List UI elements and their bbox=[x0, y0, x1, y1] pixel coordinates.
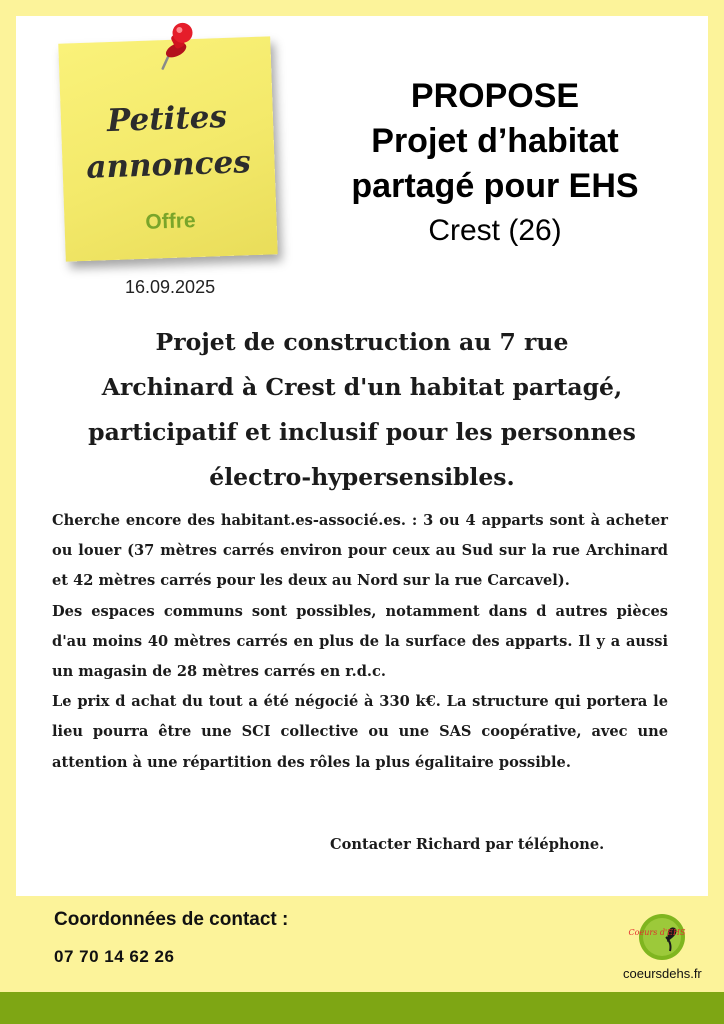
header-propose: PROPOSE bbox=[410, 77, 580, 115]
website-link[interactable]: coeursdehs.fr bbox=[623, 966, 702, 981]
contact-note: Contacter Richard par téléphone. bbox=[330, 836, 605, 853]
body-paragraph-3: Le prix d achat du tout a été négocié à 330 k€. La structure qui portera le lieu pourra être une SCI collective ou une SAS coopérative, avec une attention à une répartition des rôles la plus égalitaire possible. bbox=[52, 693, 668, 771]
lead-line: Archinard à Crest d'un habitat partagé, bbox=[101, 373, 623, 401]
header-city: Crest (26) bbox=[428, 214, 562, 247]
logo-text: Coeurs d'EHS bbox=[628, 928, 686, 937]
sticky-title-line1: Petites bbox=[106, 98, 228, 140]
footer-green-bar bbox=[0, 992, 724, 1024]
body-paragraph-1: Cherche encore des habitant.es-associé.es. : 3 ou 4 apparts sont à acheter ou louer (37 mètres carrés environ pour ceux au Sud sur la rue Archinard et 42 mètres carrés pour les deux au Nord sur la rue Carcavel). bbox=[52, 512, 668, 590]
header-block bbox=[300, 74, 690, 252]
header-title-line2: partagé pour EHS bbox=[351, 167, 639, 205]
body-text bbox=[52, 506, 668, 778]
contact-heading: Coordonnées de contact : bbox=[54, 909, 289, 930]
pushpin-icon bbox=[157, 21, 199, 72]
offer-label: Offre bbox=[145, 209, 197, 234]
sticky-title bbox=[60, 92, 275, 191]
lead-line: participatif et inclusif pour les personnes bbox=[88, 418, 636, 446]
sticky-title-line2: annonces bbox=[85, 144, 252, 186]
sticky-note bbox=[62, 40, 282, 265]
contact-phone: 07 70 14 62 26 bbox=[54, 947, 175, 966]
body-paragraph-2: Des espaces communs sont possibles, notamment dans d autres pièces d'au moins 40 mètres carrés en plus de la surface des apparts. Il y a aussi un magasin de 28 mètres carrés en r.d.c. bbox=[52, 602, 668, 681]
lead-line: Projet de construction au 7 rue bbox=[155, 328, 569, 356]
lead-paragraph bbox=[40, 320, 684, 500]
coeurs-dehs-logo-icon bbox=[628, 913, 686, 961]
publication-date: 16.09.2025 bbox=[125, 277, 216, 297]
lead-line: électro-hypersensibles. bbox=[209, 463, 515, 491]
header-title-line1: Projet d’habitat bbox=[371, 122, 619, 160]
